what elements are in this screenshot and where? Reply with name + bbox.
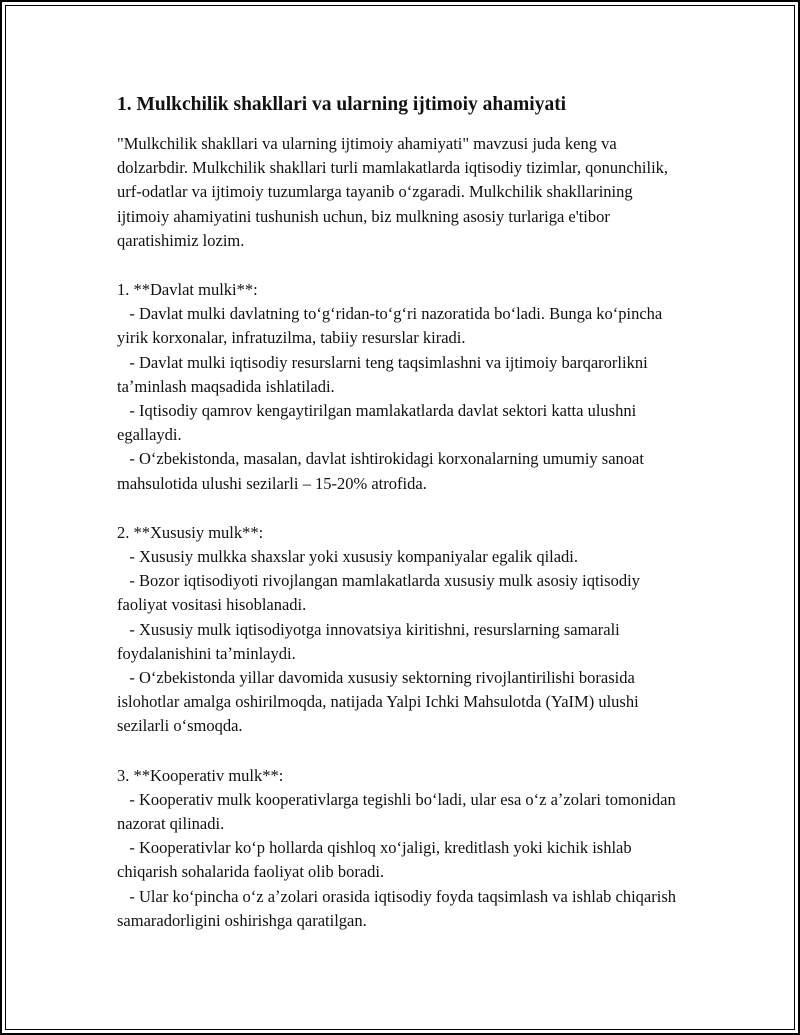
list-item-text: - Oʻzbekistonda, masalan, davlat ishtirokidagi korxonalarning umumiy sanoat mahsulotida ulushi sezilarli – 15-20% atrofida.	[117, 449, 644, 493]
section-heading: 2. **Xususiy mulk**:	[117, 522, 264, 542]
list-item	[117, 788, 687, 836]
list-item	[117, 351, 687, 399]
list-item	[117, 885, 687, 933]
list-item-text: - Xususiy mulk iqtisodiyotga innovatsiya kiritishni, resurslarning samarali foydalanishini taʼminlaydi.	[117, 619, 620, 663]
list-item	[117, 618, 687, 666]
section-davlat-mulki	[117, 278, 687, 496]
document-title: 1. Mulkchilik shakllari va ularning ijtimoiy ahamiyati	[117, 94, 567, 115]
list-item-text: - Iqtisodiy qamrov kengaytirilgan mamlakatlarda davlat sektori katta ulushni egallaydi.	[117, 401, 637, 445]
document-body	[117, 92, 687, 958]
list-item-text: - Bozor iqtisodiyoti rivojlangan mamlakatlarda xususiy mulk asosiy iqtisodiy faoliyat vositasi hisoblanadi.	[117, 571, 640, 615]
list-item	[117, 545, 687, 569]
list-item-text: - Kooperativlar koʻp hollarda qishloq xoʻjaligi, kreditlash yoki kichik ishlab chiqarish sohalarida faoliyat olib boradi.	[117, 838, 632, 882]
intro-paragraph: "Mulkchilik shakllari va ularning ijtimoiy ahamiyati" mavzusi juda keng va dolzarbdir. Mulkchilik shakllari turli mamlakatlarda iqtisodiy tizimlar, qonunchilik, urf-odatlar va ijtimoiy tuzumlarga tayanib oʻzgaradi. Mulkchilik shakllarining ijtimoiy ahamiyatini tushunish uchun, biz mulkning asosiy turlariga e'tibor qaratishimiz lozim.	[117, 134, 669, 250]
list-item	[117, 569, 687, 617]
section-kooperativ-mulk	[117, 764, 687, 933]
list-item-text: - Oʻzbekistonda yillar davomida xususiy sektorning rivojlantirilishi borasida islohotlar amalga oshirilmoqda, natijada Yalpi Ichki Mahsulotda (YaIM) ulushi sezilarli oʻsmoqda.	[117, 668, 639, 736]
list-item-text: - Davlat mulki iqtisodiy resurslarni teng taqsimlashni va ijtimoiy barqarorlikni taʼminlash maqsadida ishlatiladi.	[117, 352, 648, 396]
list-item-text: - Davlat mulki davlatning toʻgʻridan-toʻgʻri nazoratida boʻladi. Bunga koʻpincha yirik korxonalar, infratuzilma, tabiiy resurslar kiradi.	[117, 304, 663, 348]
section-heading: 3. **Kooperativ mulk**:	[117, 765, 284, 785]
list-item-text: - Kooperativ mulk kooperativlarga tegishli boʻladi, ular esa oʻz aʼzolari tomonidan nazorat qilinadi.	[117, 789, 676, 834]
section-heading: 1. **Davlat mulki**:	[117, 280, 258, 300]
section-xususiy-mulk	[117, 521, 687, 739]
list-item-text: - Xususiy mulkka shaxslar yoki xususiy kompaniyalar egalik qiladi.	[129, 547, 579, 567]
list-item	[117, 447, 687, 495]
list-item	[117, 666, 687, 739]
list-item	[117, 399, 687, 447]
list-item	[117, 836, 687, 884]
list-item-text: - Ular koʻpincha oʻz aʼzolari orasida iqtisodiy foyda taqsimlash va ishlab chiqarish samaradorligini oshirishga qaratilgan.	[117, 886, 677, 930]
list-item	[117, 302, 687, 350]
